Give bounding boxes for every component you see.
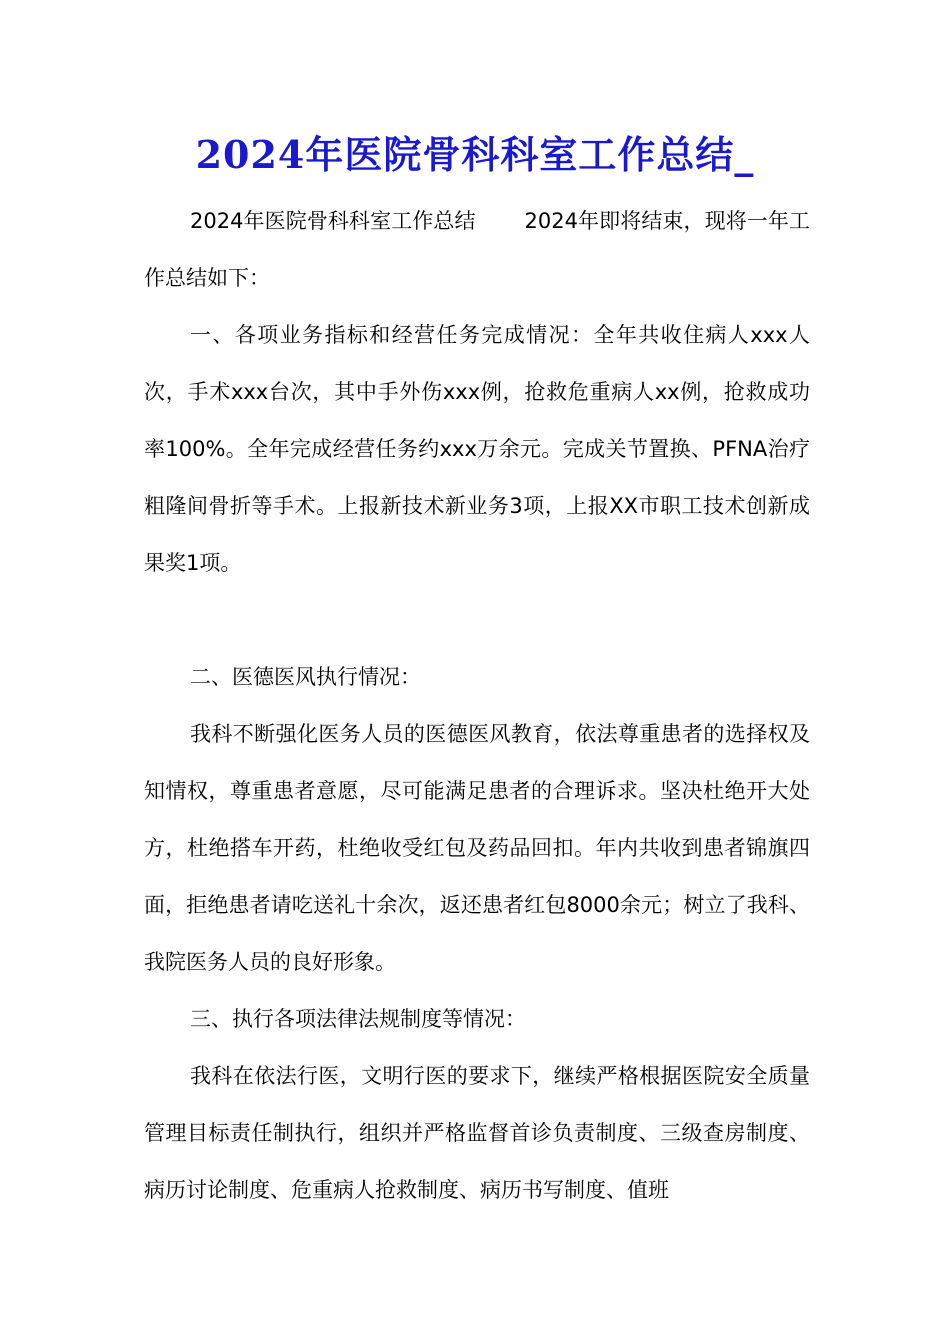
section-3-paragraph: 我科在依法行医，文明行医的要求下，继续严格根据医院安全质量管理目标责任制执行，组织并严格监督首诊负责制度、三级查房制度、病历讨论制度、危重病人抢救制度、病历书写制度、值班 (144, 1064, 810, 1202)
section-2-paragraph: 我科不断强化医务人员的医德医风教育，依法尊重患者的选择权及知情权，尊重患者意愿，尽可能满足患者的合理诉求。坚决杜绝开大处方，杜绝搭车开药，杜绝收受红包及药品回扣。年内共收到患者锦旗四面，拒绝患者请吃送礼十余次，返还患者红包8000余元；树立了我科、我院医务人员的良好形象。 (144, 722, 810, 974)
document-title: 2024年医院骨科科室工作总结_ (195, 132, 755, 177)
intro-paragraph: 2024年医院骨科科室工作总结 2024年即将结束，现将一年工作总结如下： (144, 209, 810, 290)
blank-line (144, 592, 810, 649)
document-body (144, 193, 810, 1219)
section-1-paragraph: 一、各项业务指标和经营任务完成情况：全年共收住病人xxx人次，手术xxx台次，其中手外伤xxx例，抢救危重病人xx例，抢救成功率100%。全年完成经营任务约xxx万余元。完成关节置换、PFNA治疗粗隆间骨折等手术。上报新技术新业务3项，上报XX市职工技术创新成果奖1项。 (144, 323, 810, 575)
section-2-heading: 二、医德医风执行情况： (190, 665, 421, 689)
section-3-heading: 三、执行各项法律法规制度等情况： (190, 1007, 526, 1031)
